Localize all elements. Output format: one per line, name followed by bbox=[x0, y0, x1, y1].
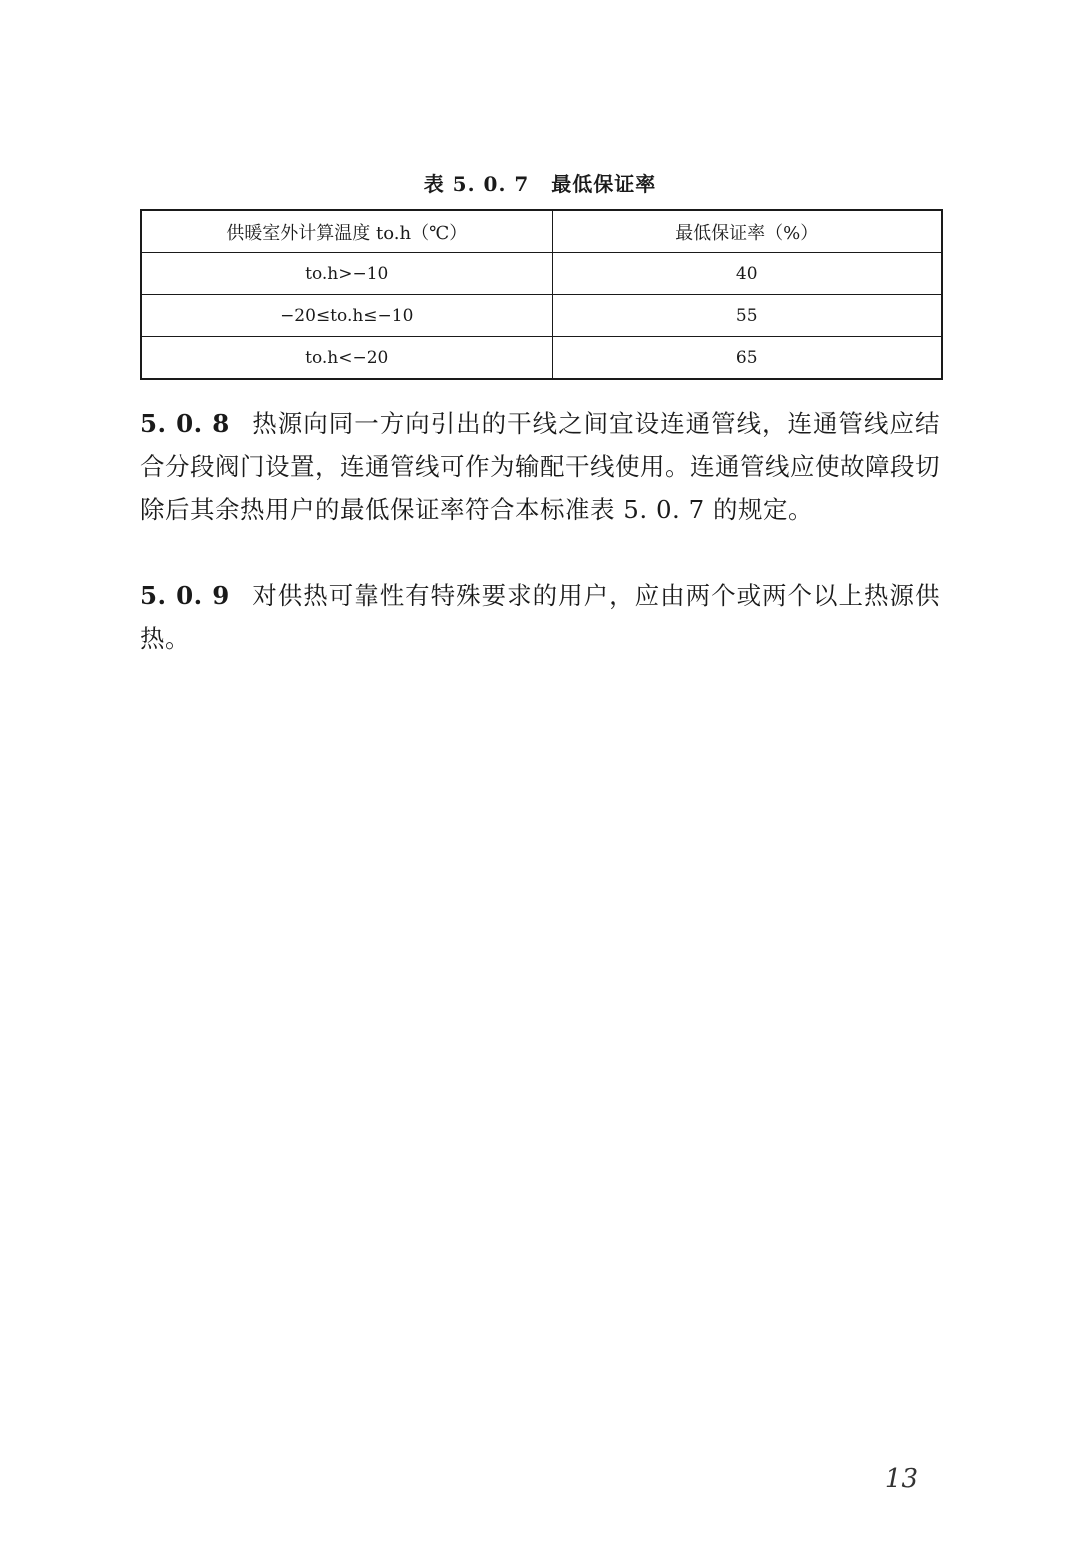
table-row bbox=[141, 337, 942, 380]
page-number: 13 bbox=[884, 1464, 918, 1494]
table-row bbox=[141, 253, 942, 295]
header-outdoor-temperature: 供暖室外计算温度 to.h（℃） bbox=[141, 210, 552, 253]
clause-5-0-8 bbox=[140, 402, 940, 531]
clause-number: 5. 0. 9 bbox=[140, 581, 230, 610]
guarantee-rate-table bbox=[140, 209, 943, 380]
clause-text: 热源向同一方向引出的干线之间宜设连通管线，连通管线应结合分段阀门设置，连通管线可作为输配干线使用。连通管线应使故障段切除后其余热用户的最低保证率符合本标准表 5. 0. 7 的规定。 bbox=[140, 409, 940, 524]
header-min-guarantee-rate: 最低保证率（%） bbox=[552, 210, 942, 253]
table-caption bbox=[140, 168, 940, 197]
temperature-range-cell: −20≤to.h≤−10 bbox=[141, 295, 552, 337]
clause-text: 对供热可靠性有特殊要求的用户，应由两个或两个以上热源供热。 bbox=[140, 581, 940, 653]
temperature-range-cell: to.h<−20 bbox=[141, 337, 552, 380]
table-header-row bbox=[141, 210, 942, 253]
clause-5-0-9 bbox=[140, 574, 940, 660]
guarantee-rate-cell: 40 bbox=[552, 253, 942, 295]
temperature-range-cell: to.h>−10 bbox=[141, 253, 552, 295]
guarantee-rate-cell: 55 bbox=[552, 295, 942, 337]
table-row bbox=[141, 295, 942, 337]
table-caption-title: 最低保证率 bbox=[551, 172, 657, 196]
clause-number: 5. 0. 8 bbox=[140, 409, 230, 438]
table-caption-number: 表 5. 0. 7 bbox=[423, 172, 530, 196]
guarantee-rate-cell: 65 bbox=[552, 337, 942, 380]
